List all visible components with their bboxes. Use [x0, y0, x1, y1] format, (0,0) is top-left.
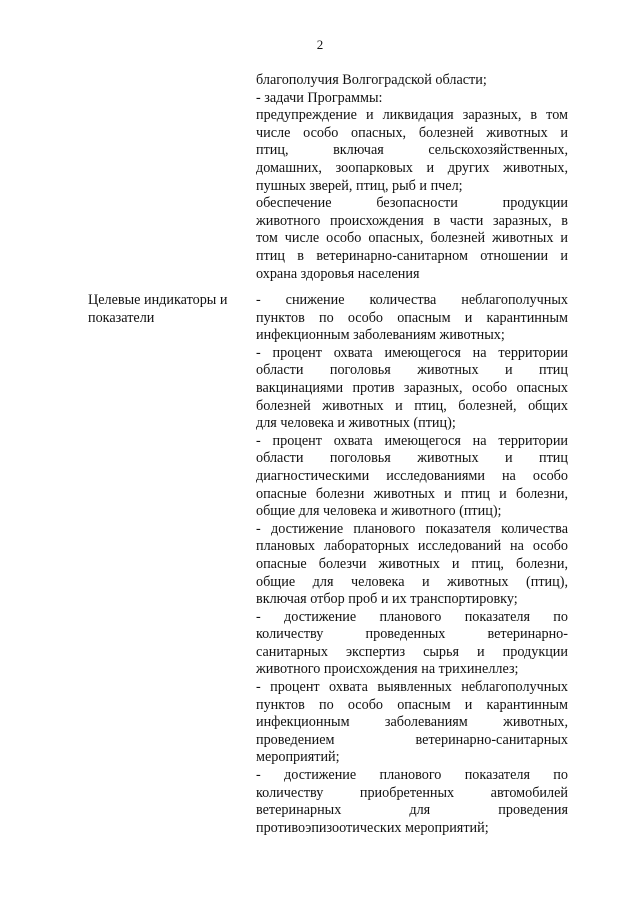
text-line: пунктов по особо опасным и карантинным — [256, 309, 568, 326]
text-line: количеству проведенных ветеринарно- — [256, 626, 568, 643]
text-line: санитарных экспертиз сырья и продукции — [256, 643, 568, 660]
text-line: общие для человека и животного (птиц); — [256, 503, 502, 520]
program-goals-text — [256, 72, 568, 283]
text-line: том числе особо опасных, болезней животных и — [256, 230, 568, 247]
label-line: Целевые индикаторы и — [88, 292, 228, 308]
text-line: болезней животных и птиц, болезней, общих — [256, 397, 568, 414]
text-line: предупреждение и ликвидация заразных, в том — [256, 107, 568, 124]
text-line: - процент охвата выявленных неблагополучных — [256, 679, 568, 696]
text-line: противоэпизоотических мероприятий; — [256, 819, 489, 836]
text-line: животного происхождения в части заразных, в — [256, 212, 568, 229]
text-line: проведением ветеринарно-санитарных — [256, 731, 568, 748]
text-line: птиц в ветеринарно-санитарном отношении и — [256, 247, 568, 264]
text-line: числе особо опасных, болезней животных и — [256, 124, 568, 141]
text-line: животного происхождения на трихинеллез; — [256, 661, 519, 678]
indicators-text — [256, 292, 568, 837]
text-line: - достижение планового показателя по — [256, 767, 568, 784]
text-line: - снижение количества неблагополучных — [256, 292, 568, 308]
text-line: птиц, включая сельскохозяйственных, — [256, 142, 568, 159]
text-line: домашних, зоопарковых и других животных, — [256, 159, 568, 176]
text-line: для человека и животных (птиц); — [256, 415, 456, 432]
text-line: диагностическими исследованиями на особо — [256, 467, 568, 484]
text-line: - достижение планового показателя по — [256, 608, 568, 625]
text-line: вакцинациями против заразных, особо опасных — [256, 379, 568, 396]
text-line: - процент охвата имеющегося на территории — [256, 432, 568, 449]
text-line: области поголовья животных и птиц — [256, 450, 568, 467]
text-line: охрана здоровья населения — [256, 265, 420, 282]
label-line: показатели — [88, 309, 155, 326]
text-line: общие для человека и животных (птиц), — [256, 573, 568, 590]
page-number: 2 — [316, 37, 324, 52]
text-line: - достижение планового показателя количества — [256, 520, 568, 537]
text-line: инфекционным заболеваниям животных; — [256, 327, 505, 344]
text-line: обеспечение безопасности продукции — [256, 195, 568, 212]
indicators-label — [88, 292, 248, 327]
text-line: ветеринарных для проведения — [256, 802, 568, 819]
text-line: - задачи Программы: — [256, 89, 383, 106]
text-line: - процент охвата имеющегося на территории — [256, 344, 568, 361]
text-line: пушных зверей, птиц, рыб и пчел; — [256, 177, 463, 194]
text-line: инфекционным заболеваниям животных, — [256, 714, 568, 731]
text-line: благополучия Волгоградской области; — [256, 72, 487, 88]
text-line: опасные болезчи животных и птиц, болезни, — [256, 555, 568, 572]
text-line: области поголовья животных и птиц — [256, 362, 568, 379]
text-line: пунктов по особо опасным и карантинным — [256, 696, 568, 713]
text-line: опасные болезни животных и птиц и болезни, — [256, 485, 568, 502]
text-line: плановых лабораторных исследований на особо — [256, 538, 568, 555]
text-line: включая отбор проб и их транспортировку; — [256, 591, 518, 608]
text-line: мероприятий; — [256, 749, 340, 766]
text-line: количеству приобретенных автомобилей — [256, 784, 568, 801]
